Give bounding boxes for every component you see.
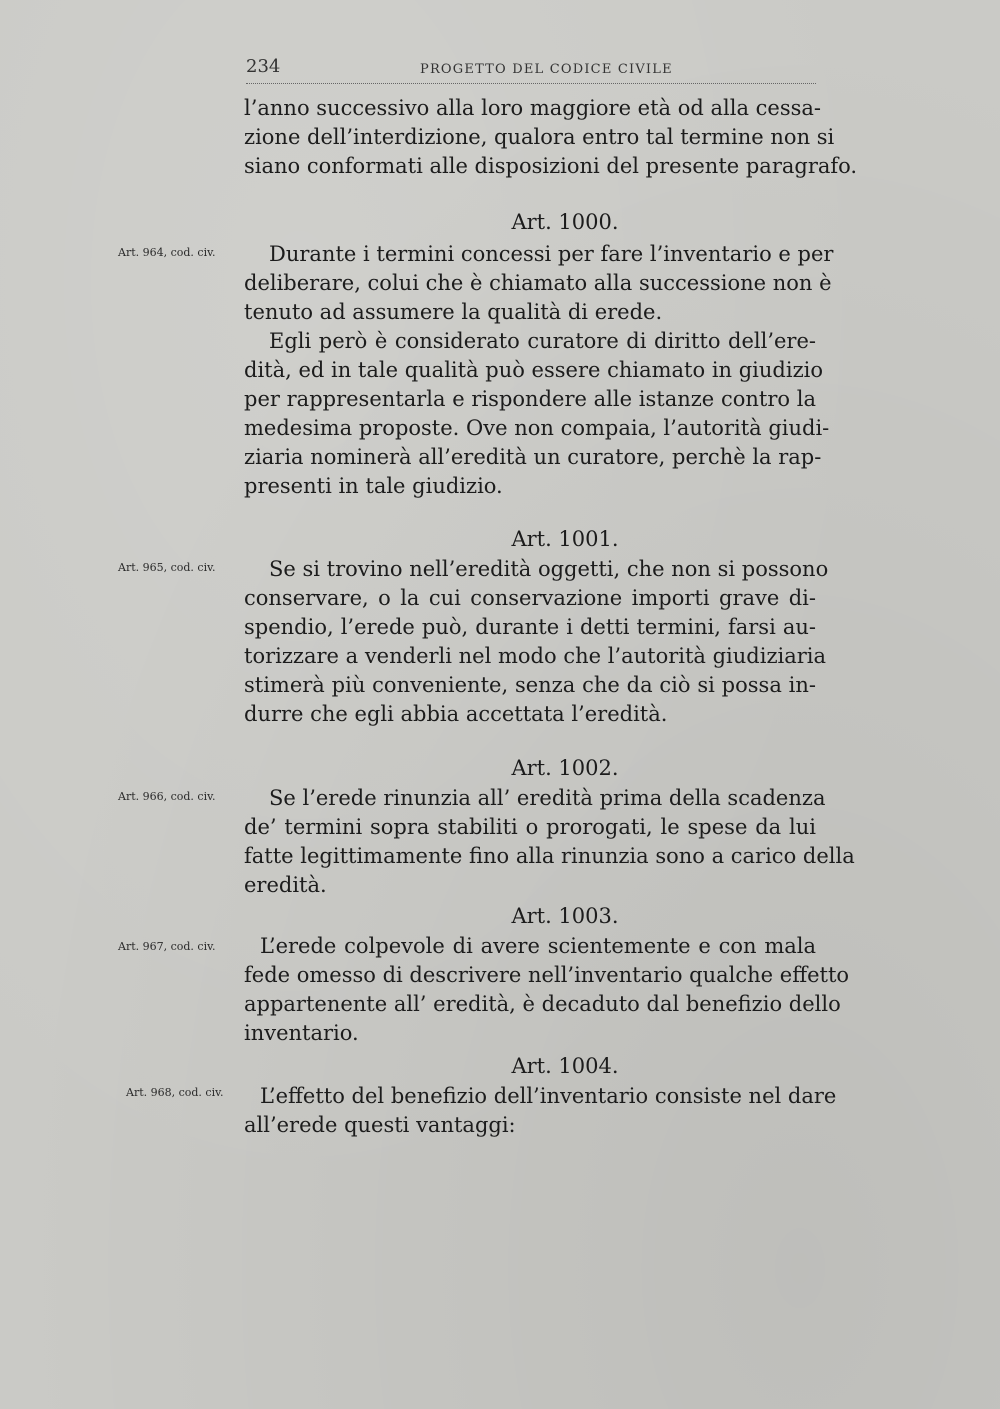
text-line: siano conformati alle disposizioni del presente paragrafo. <box>244 154 858 178</box>
margin-note: Art. 966, cod. civ. <box>118 790 216 803</box>
margin-note: Art. 968, cod. civ. <box>126 1086 224 1099</box>
article-title: Art. 1004. <box>511 1054 619 1078</box>
article-title: Art. 1002. <box>511 756 619 780</box>
intro-paragraph <box>244 94 858 181</box>
text-line: medesima proposte. Ove non compaia, l’autorità giudi- <box>244 416 830 440</box>
text-line: presenti in tale giudizio. <box>244 474 503 498</box>
text-line: zione dell’interdizione, qualora entro tal termine non si <box>244 125 835 149</box>
text-line: torizzare a venderli nel modo che l’autorità giudiziaria <box>244 644 827 668</box>
article-body <box>244 784 855 900</box>
article-title: Art. 1001. <box>511 527 619 551</box>
page-header <box>246 52 816 86</box>
text-line: stimerà più conveniente, senza che da ciò si possa in- <box>244 673 816 697</box>
text-line: conservare, o la cui conservazione importi grave di- <box>244 586 816 610</box>
text-line: Egli però è considerato curatore di diritto dell’ere- <box>269 329 816 353</box>
running-head: PROGETTO DEL CODICE CIVILE <box>420 62 673 77</box>
text-line: l’anno successivo alla loro maggiore età od alla cessa- <box>244 96 821 120</box>
article-title: Art. 1003. <box>511 904 619 928</box>
page-number: 234 <box>246 56 281 77</box>
article-body <box>244 555 829 729</box>
text-line: ziaria nominerà all’eredità un curatore, perchè la rap- <box>244 445 822 469</box>
text-line: Se l’erede rinunzia all’ eredità prima della scadenza <box>269 786 826 810</box>
text-line: Durante i termini concessi per fare l’inventario e per <box>269 242 834 266</box>
text-line: dità, ed in tale qualità può essere chiamato in giudizio <box>244 358 823 382</box>
margin-note: Art. 967, cod. civ. <box>118 940 216 953</box>
text-line: L’effetto del benefizio dell’inventario consiste nel dare <box>260 1084 837 1108</box>
margin-note: Art. 964, cod. civ. <box>118 246 216 259</box>
text-line: durre che egli abbia accettata l’eredità. <box>244 702 668 726</box>
text-line: de’ termini sopra stabiliti o prorogati, le spese da lui <box>244 815 816 839</box>
text-line: fede omesso di descrivere nell’inventario qualche effetto <box>244 963 850 987</box>
text-line: spendio, l’erede può, durante i detti termini, farsi au- <box>244 615 816 639</box>
text-line: tenuto ad assumere la qualità di erede. <box>244 300 663 324</box>
article-body <box>244 240 834 501</box>
text-line: fatte legittimamente fino alla rinunzia sono a carico della <box>244 844 855 868</box>
text-line: all’erede questi vantaggi: <box>244 1113 516 1137</box>
article-body <box>244 1082 837 1140</box>
article-title: Art. 1000. <box>511 210 619 234</box>
header-rule <box>246 83 816 84</box>
text-line: per rappresentarla e rispondere alle istanze contro la <box>244 387 816 411</box>
article-body <box>244 932 850 1048</box>
text-line: Se si trovino nell’eredità oggetti, che non si possono <box>269 557 829 581</box>
text-line: deliberare, colui che è chiamato alla successione non è <box>244 271 832 295</box>
text-line: eredità. <box>244 873 327 897</box>
text-line: appartenente all’ eredità, è decaduto dal benefizio dello <box>244 992 841 1016</box>
text-line: inventario. <box>244 1021 359 1045</box>
margin-note: Art. 965, cod. civ. <box>118 561 216 574</box>
text-line: L’erede colpevole di avere scientemente e con mala <box>260 934 816 958</box>
